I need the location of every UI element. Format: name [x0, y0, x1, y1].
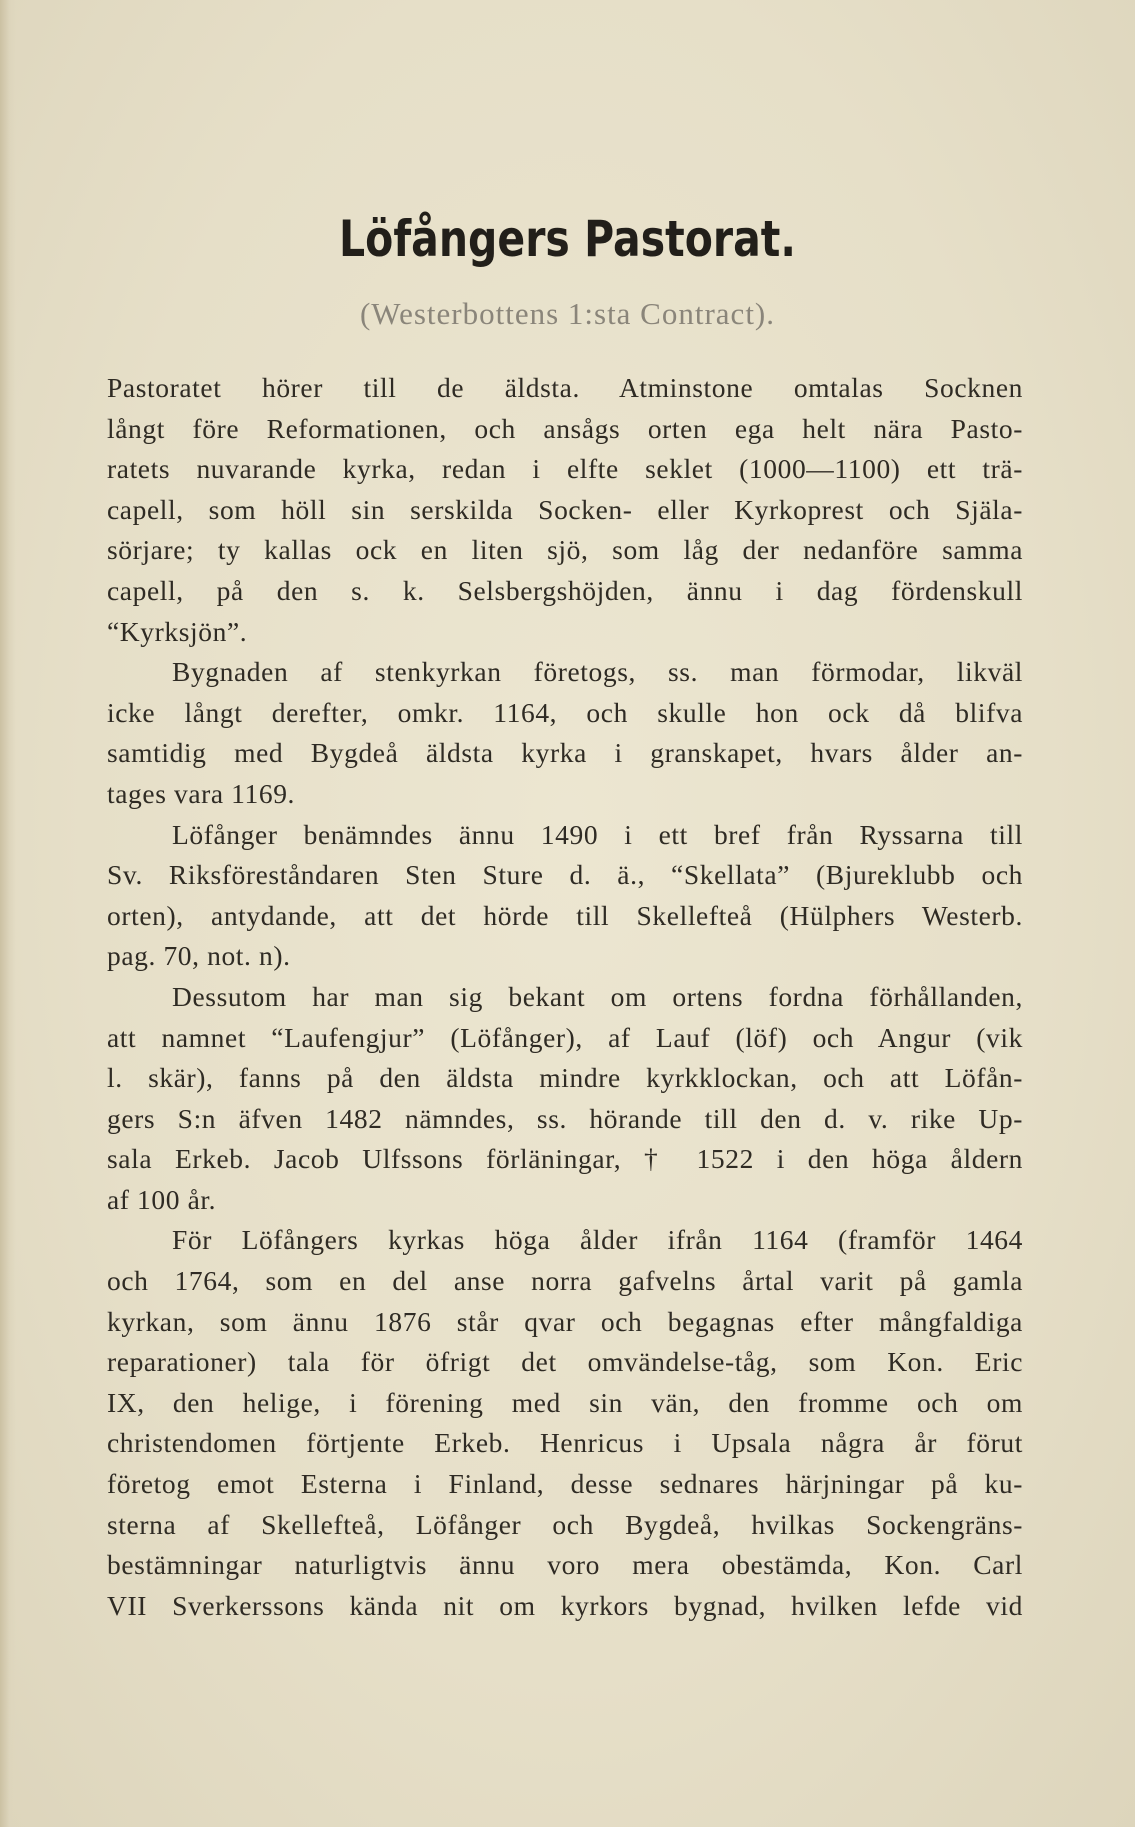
text-line: christendomen förtjente Erkeb. Henricus i Upsala några år förut [107, 1427, 1023, 1459]
text-line: Dessutom har man sig bekant om ortens fordna förhållanden, [172, 980, 1023, 1012]
text-line: af 100 år. [107, 1183, 217, 1215]
page-subtitle: (Westerbottens 1:sta Contract). [359, 296, 776, 331]
text-line: pag. 70, not. n). [107, 940, 291, 972]
text-line: capell, som höll sin serskilda Socken- eller Kyrkoprest och Själa- [107, 493, 1023, 525]
text-line: VII Sverkerssons kända nit om kyrkors bygnad, hvilken lefde vid [107, 1589, 1023, 1621]
text-line: ratets nuvarande kyrka, redan i elfte seklet (1000—1100) ett trä- [107, 453, 1023, 485]
text-line: kyrkan, som ännu 1876 står qvar och begagnas efter mångfaldiga [107, 1305, 1023, 1337]
text-line: l. skär), fanns på den äldsta mindre kyrkklockan, och att Löfån- [107, 1062, 1023, 1094]
text-line: att namnet “Laufengjur” (Löfånger), af Lauf (löf) och Angur (vik [107, 1021, 1023, 1053]
text-line: capell, på den s. k. Selsbergshöjden, ännu i dag fördenskull [107, 574, 1023, 606]
page-title: Löfångers Pastorat. [339, 210, 796, 268]
text-line: långt före Reformationen, och ansågs orten ega helt nära Pasto- [107, 412, 1023, 444]
text-line: företog emot Esterna i Finland, desse sednares härjningar på ku- [107, 1468, 1023, 1500]
text-line: samtidig med Bygdeå äldsta kyrka i granskapet, hvars ålder an- [107, 737, 1023, 769]
text-line: Sv. Riksföreståndaren Sten Sture d. ä., “Skellata” (Bjureklubb och [107, 859, 1023, 891]
text-line: Bygnaden af stenkyrkan företogs, ss. man förmodar, likväl [172, 656, 1023, 688]
text-line: gers S:n äfven 1482 nämndes, ss. hörande till den d. v. rike Up- [107, 1102, 1023, 1134]
body-text [107, 368, 1023, 1626]
text-line: och 1764, som en del anse norra gafvelns årtal varit på gamla [107, 1265, 1023, 1297]
text-line: icke långt derefter, omkr. 1164, och skulle hon ock då blifva [107, 696, 1023, 728]
text-line: bestämningar naturligtvis ännu voro mera obestämda, Kon. Carl [107, 1549, 1023, 1581]
text-line: Pastoratet hörer till de äldsta. Atminstone omtalas Socknen [107, 372, 1023, 403]
text-line: sörjare; ty kallas ock en liten sjö, som låg der nedanföre samma [107, 534, 1023, 566]
text-line: För Löfångers kyrkas höga ålder ifrån 1164 (framför 1464 [172, 1224, 1023, 1256]
text-line: orten), antydande, att det hörde till Skellefteå (Hülphers Westerb. [107, 899, 1023, 931]
text-line: reparationer) tala för öfrigt det omvändelse-tåg, som Kon. Eric [107, 1346, 1023, 1378]
text-line: tages vara 1169. [107, 777, 296, 809]
text-line: sala Erkeb. Jacob Ulfssons förläningar, † 1522 i den höga åldern [107, 1143, 1023, 1175]
text-line: sterna af Skellefteå, Löfånger och Bygdeå, hvilkas Sockengräns- [107, 1508, 1023, 1540]
text-line: “Kyrksjön”. [107, 615, 248, 647]
text-line: IX, den helige, i förening med sin vän, den fromme och om [107, 1386, 1023, 1418]
page-edge-shadow [0, 0, 16, 1827]
text-line: Löfånger benämndes ännu 1490 i ett bref från Ryssarna till [172, 818, 1023, 850]
